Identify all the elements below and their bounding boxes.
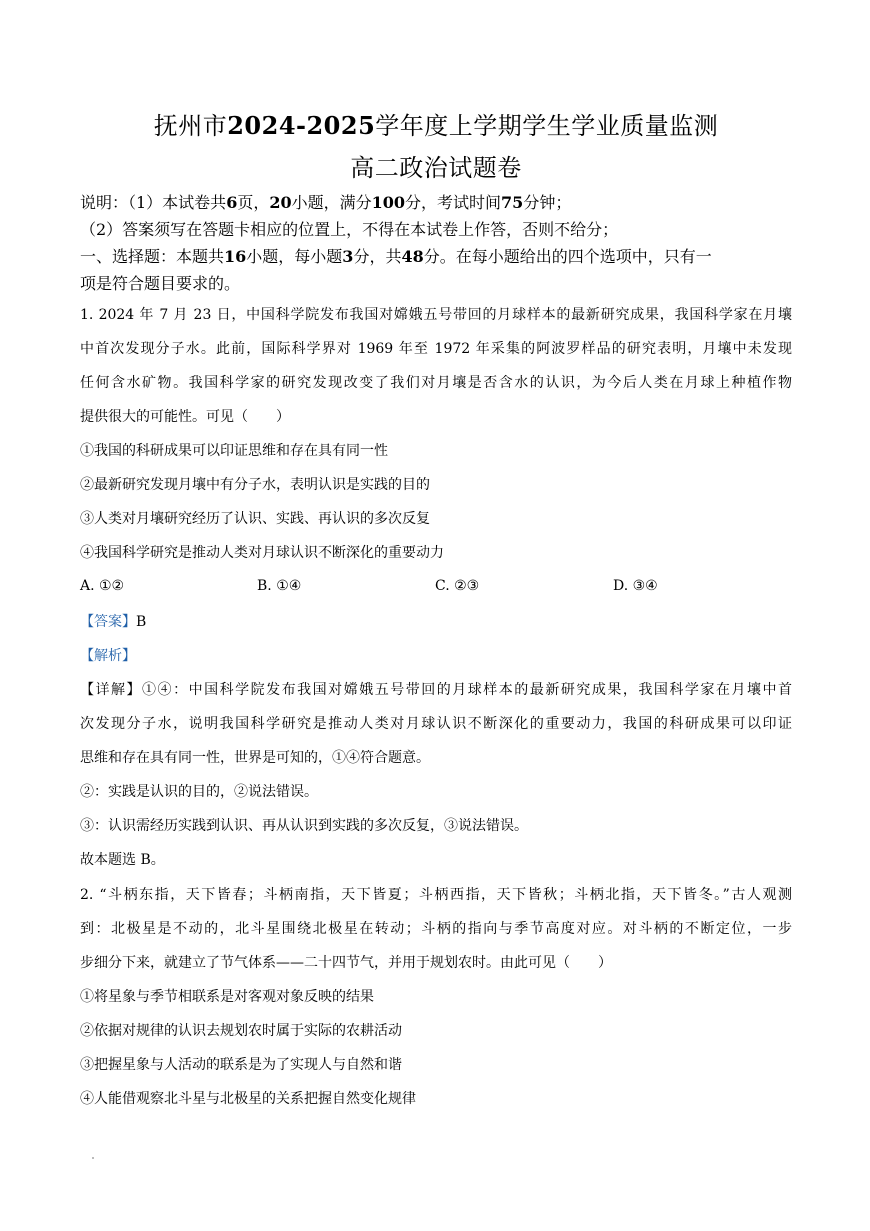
- q1-option-d: D. ③④: [613, 578, 658, 594]
- title-text: 抚州市: [153, 112, 228, 140]
- q1-detail-line: ②：实践是认识的目的，②说法错误。: [80, 784, 318, 800]
- section-heading: [80, 244, 712, 267]
- txt: 小题，满分: [291, 193, 372, 212]
- q1-option-a: A. ①②: [80, 578, 125, 594]
- q1-option-c: C. ②③: [435, 578, 480, 594]
- num: 75: [501, 193, 524, 212]
- title-text-2: 学年度上学期学生学业质量监测: [375, 112, 719, 140]
- section-heading-2: 项是符合题目要求的。: [80, 274, 241, 293]
- page-subtitle: 高二政治试题卷: [350, 154, 522, 182]
- q1-item: ②最新研究发现月壤中有分子水，表明认识是实践的目的: [80, 477, 430, 493]
- num: 20: [269, 193, 292, 212]
- txt: 分，共: [353, 247, 402, 266]
- txt: 分，考试时间: [405, 193, 502, 212]
- title-years: 2024-2025: [227, 111, 376, 140]
- num: 48: [401, 247, 424, 266]
- q1-item: ③人类对月壤研究经历了认识、实践、再认识的多次反复: [80, 511, 430, 527]
- q1-answer: [80, 612, 792, 632]
- txt: 一、选择题：本题共: [80, 247, 225, 266]
- q1-stem-line: 中首次发现分子水。此前，国际科学界对 1969 年至 1972 年采集的阿波罗样品的研究表明，月壤中未发现: [80, 341, 792, 357]
- page-title: [80, 106, 792, 141]
- q2-stem-line: 到：北极星是不动的，北斗星围绕北极星在转动；斗柄的指向与季节高度对应。对斗柄的不断定位，一步: [80, 921, 792, 937]
- q1-detail-line: 故本题选 B。: [80, 852, 165, 868]
- q1-item: ①我国的科研成果可以印证思维和存在具有同一性: [80, 443, 388, 459]
- q1-item: ④我国科学研究是推动人类对月球认识不断深化的重要动力: [80, 545, 444, 561]
- q2-stem-line: 2. “斗柄东指，天下皆春；斗柄南指，天下皆夏；斗柄西指，天下皆秋；斗柄北指，天下皆冬。”古人观测: [80, 887, 792, 903]
- txt: 小题，每小题: [246, 247, 343, 266]
- q1-stem-line: 任何含水矿物。我国科学家的研究发现改变了我们对月壤是否含水的认识，为今后人类在月球上种植作物: [80, 375, 792, 391]
- q2-item: ④人能借观察北斗星与北极星的关系把握自然变化规律: [80, 1091, 416, 1107]
- q1-stem-line: 提供很大的可能性。可见（ ）: [80, 409, 290, 425]
- num: 16: [224, 247, 247, 266]
- q2-item: ③把握星象与人活动的联系是为了实现人与自然和谐: [80, 1057, 402, 1073]
- q1-detail-line: 【详解】①④：中国科学院发布我国对嫦娥五号带回的月球样本的最新研究成果，我国科学家在月壤中首: [80, 682, 792, 698]
- num: 100: [371, 193, 406, 212]
- txt: 分钟；: [523, 193, 572, 212]
- instruction-line-2: （2）答案须写在答题卡相应的位置上，不得在本试卷上作答，否则不给分；: [80, 220, 619, 239]
- txt: 分。在每小题给出的四个选项中，只有一: [423, 247, 712, 266]
- q1-option-b: B. ①④: [257, 578, 302, 594]
- q1-detail-line: ③：认识需经历实践到认识、再从认识到实践的多次反复，③说法错误。: [80, 818, 528, 834]
- q2-item: ①将星象与季节相联系是对客观对象反映的结果: [80, 989, 374, 1005]
- q2-item: ②依据对规律的认识去规划农时属于实际的农耕活动: [80, 1023, 402, 1039]
- q1-detail-line: 次发现分子水，说明我国科学研究是推动人类对月球认识不断深化的重要动力，我国的科研成果可以印证: [80, 716, 792, 732]
- answer-value: B: [136, 614, 147, 630]
- num: 3: [342, 247, 354, 266]
- q1-stem-line: 1. 2024 年 7 月 23 日，中国科学院发布我国对嫦娥五号带回的月球样本的最新研究成果，我国科学家在月壤: [80, 307, 792, 323]
- answer-tag: 【答案】: [80, 614, 136, 630]
- instruction-line-1: [80, 190, 571, 213]
- num: 6: [226, 193, 238, 212]
- q1-analysis-tag: 【解析】: [80, 648, 136, 664]
- txt: 说明：（1）本试卷共: [80, 193, 227, 212]
- q1-detail-line: 思维和存在具有同一性，世界是可知的，①④符合题意。: [80, 750, 430, 766]
- scan-speck: [92, 1157, 94, 1159]
- q2-stem-line: 步细分下来，就建立了节气体系——二十四节气，并用于规划农时。由此可见（ ）: [80, 955, 612, 971]
- txt: 页，: [237, 193, 270, 212]
